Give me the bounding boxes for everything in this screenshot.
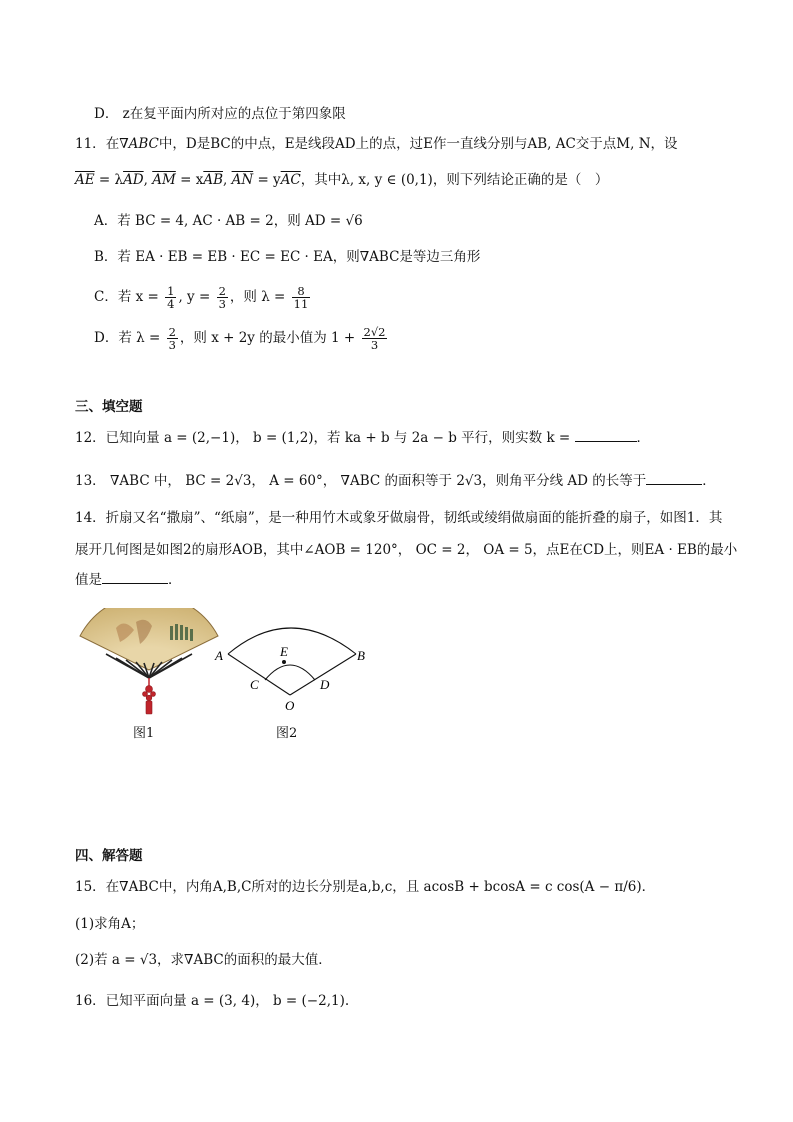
fraction-y-den: 3 [218,297,226,311]
figure-1-caption: 图1 [133,726,155,741]
fraction-y-num: 2 [218,284,226,298]
q14-answer-blank [102,583,168,584]
vector-ae: $\overline{AE}$ [75,172,95,188]
q10-option-d-text: z在复平面内所对应的点位于第四象限 [122,106,346,122]
fraction-min-value-num: 2√2 [363,325,386,339]
label-o: O [285,698,295,713]
point-e [282,660,286,664]
q11-comma2: , [223,172,232,188]
fraction-min-value-den: 3 [370,338,379,352]
label-a: A [215,648,223,663]
vector-ac: $\overline{AC}$ [280,172,301,188]
fraction-lambda-d [167,326,178,351]
q15-text: 15．在∇ABC中，内角A,B,C所对的边长分别是a,b,c，且 acosB + bcosA = c cos(A − π/6)． [75,879,656,895]
fraction-min-value [362,326,388,351]
q11-option-c-mid: , y = [178,289,215,305]
label-b: B [357,648,365,663]
q11-eq1: = λ [94,172,124,188]
q13-answer-blank [646,484,702,485]
section-fill-in-title: 三、填空题 [75,399,143,415]
q11-stem-a: 在 [105,136,120,152]
q10-option-d [94,104,346,124]
q13-text: 13． ∇ABC 中， BC = 2√3， A = 60°， ∇ABC 的面积等于 2√3，则角平分线 AD 的长等于 ． [75,473,716,489]
q11-option-d [94,325,389,351]
fraction-lambda-d-den: 3 [168,338,176,352]
q11-triangle: ∇ABC [119,136,159,152]
q11-eq3: = y [253,172,281,188]
figure-2-caption: 图2 [276,726,298,741]
section-answer-title: 四、解答题 [75,848,143,864]
q10-option-d-label: D． [94,106,119,122]
q12-text: 12．已知向量 a = (2,−1)， b = (1,2)，若 ka + b 与 2a − b 平行，则实数 k = ． [75,430,651,446]
vector-am: $\overline{AM}$ [152,172,176,188]
vector-ad: $\overline{AD}$ [123,172,144,188]
q12-stem: 12．已知向量 a = (2,−1)， b = (1,2)，若 ka + b 与 2a − b 平行，则实数 k = [75,430,575,446]
q14-line3-text: 值是 [75,572,102,588]
q11-stem-line1 [75,134,678,154]
radius-oa [228,654,290,695]
label-d: D [320,677,330,692]
q11-tail: ，其中λ, x, y ∈ (0,1)，则下列结论正确的是（ ） [300,172,609,188]
q11-number: 11． [75,136,106,152]
q11-option-c [94,284,312,310]
q11-eq2: = x [175,172,204,188]
fraction-y [217,285,228,310]
q15-part1: (1)求角A； [75,916,145,932]
q16-text: 16．已知平面向量 a = (3, 4)， b = (−2,1). [75,993,350,1009]
label-c: C [250,677,259,692]
fraction-lambda-d-num: 2 [168,325,176,339]
q11-stem-c: D是BC的中点，E是线段AD上的点，过E作一直线分别与AB, AC交于点M, N，设 [185,136,678,152]
q11-option-d-pre: D．若 λ = [94,330,165,346]
fraction-x [165,285,176,310]
fraction-x-num: 1 [167,284,175,298]
q11-option-c-then: ，则 λ = [229,289,290,305]
q13-stem: 13． ∇ABC 中， BC = 2√3， A = 60°， ∇ABC 的面积等于 2√3，则角平分线 AD 的长等于 [75,473,647,489]
q14-line1: 14．折扇又名“撒扇”、“纸扇”，是一种用竹木或象牙做扇骨，韧纸或绫绢做扇面的能折叠的扇子，如图1．其 [75,510,723,526]
vector-ab: $\overline{AB}$ [203,172,223,188]
q11-comma1: , [143,172,153,188]
fraction-lambda-num: 8 [292,285,311,298]
inner-arc-cd [265,665,315,680]
q15-part2: (2)若 a = √3，求∇ABC的面积的最大值． [75,952,332,968]
q11-option-d-mid: ，则 x + 2y 的最小值为 1 + [179,330,360,346]
fan-photo-figure [76,608,222,716]
q11-option-a: A．若 BC = 4, AC · AB = 2，则 AD = √6 [94,213,363,229]
vector-an: $\overline{AN}$ [231,172,254,188]
label-e: E [280,644,288,659]
sector-aob-diagram [210,612,375,714]
outer-arc-ab [228,628,356,654]
q11-option-b: B．若 EA · EB = EB · EC = EC · EA，则∇ABC是等边三角形 [94,249,481,265]
fraction-lambda [292,285,311,310]
q12-answer-blank [575,441,637,442]
fraction-lambda-den: 11 [293,297,309,311]
q11-stem-b: 中， [158,136,186,152]
q14-line3: 值是 ． [75,572,182,588]
fraction-x-den: 4 [167,297,175,311]
q11-stem-line2 [75,170,608,190]
q11-option-c-pre: C．若 x = [94,289,164,305]
q14-line2: 展开几何图是如图2的扇形AOB，其中∠AOB = 120°， OC = 2， OA = 5，点E在CD上，则EA · EB的最小 [75,542,738,558]
